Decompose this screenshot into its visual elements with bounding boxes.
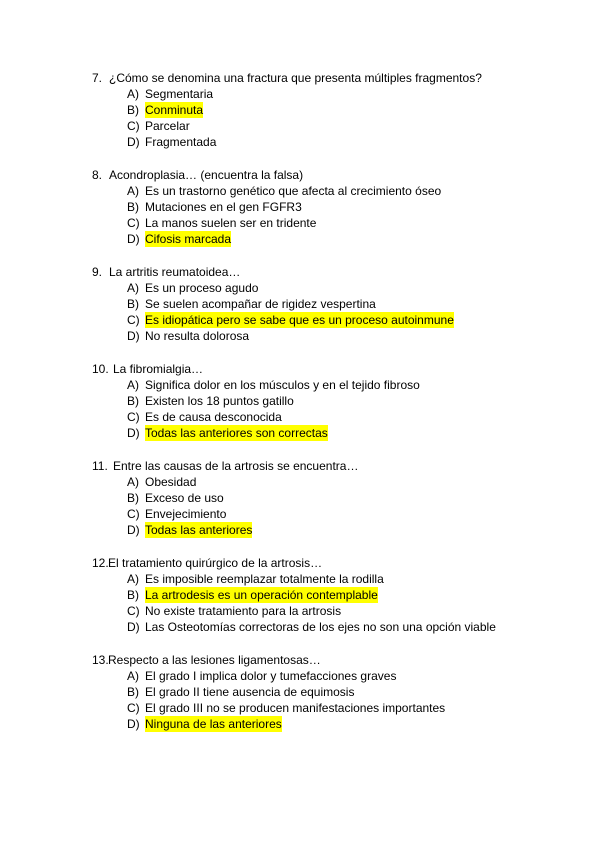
question-number: 8. bbox=[92, 168, 103, 182]
option-letter: A) bbox=[127, 281, 139, 295]
question-stem bbox=[92, 555, 592, 571]
option-letter: C) bbox=[127, 119, 140, 133]
option-c bbox=[92, 506, 592, 522]
option-list bbox=[92, 86, 592, 150]
option-text: Es de causa desconocida bbox=[145, 410, 282, 424]
option-text: Las Osteotomías correctoras de los ejes no son una opción viable bbox=[145, 620, 496, 634]
option-d bbox=[92, 522, 592, 538]
question-stem bbox=[92, 264, 592, 280]
option-text: Obesidad bbox=[145, 475, 197, 489]
option-text: Se suelen acompañar de rigidez vespertina bbox=[145, 297, 376, 311]
option-text: Es un trastorno genético que afecta al crecimiento óseo bbox=[145, 184, 442, 198]
option-text: El grado I implica dolor y tumefacciones graves bbox=[145, 669, 397, 683]
option-letter: B) bbox=[127, 200, 139, 214]
option-text: Exceso de uso bbox=[145, 491, 224, 505]
question-number: 9. bbox=[92, 265, 103, 279]
question-7 bbox=[92, 70, 592, 150]
option-text: No existe tratamiento para la artrosis bbox=[145, 604, 342, 618]
option-text: Es idiopática pero se sabe que es un proceso autoinmune bbox=[145, 313, 454, 327]
option-letter: B) bbox=[127, 685, 139, 699]
question-12 bbox=[92, 555, 592, 635]
option-text: Parcelar bbox=[145, 119, 190, 133]
option-b bbox=[92, 199, 592, 215]
question-number: 7. bbox=[92, 71, 103, 85]
question-text: Acondroplasia… (encuentra la falsa) bbox=[109, 168, 304, 182]
option-d bbox=[92, 134, 592, 150]
option-text: Existen los 18 puntos gatillo bbox=[145, 394, 294, 408]
question-stem bbox=[92, 70, 592, 86]
question-text: El tratamiento quirúrgico de la artrosis… bbox=[108, 556, 323, 570]
option-d bbox=[92, 425, 592, 441]
option-letter: C) bbox=[127, 313, 140, 327]
option-text: Todas las anteriores son correctas bbox=[145, 426, 328, 440]
option-text: Significa dolor en los músculos y en el tejido fibroso bbox=[145, 378, 420, 392]
option-text: Cifosis marcada bbox=[145, 232, 232, 246]
option-d bbox=[92, 231, 592, 247]
question-13 bbox=[92, 652, 592, 732]
option-letter: C) bbox=[127, 604, 140, 618]
option-c bbox=[92, 700, 592, 716]
question-text: Respecto a las lesiones ligamentosas… bbox=[108, 653, 321, 667]
question-text: La fibromialgia… bbox=[113, 362, 204, 376]
option-b bbox=[92, 684, 592, 700]
option-a bbox=[92, 474, 592, 490]
option-letter: A) bbox=[127, 87, 139, 101]
question-number: 11. bbox=[92, 459, 108, 473]
option-text: La manos suelen ser en tridente bbox=[145, 216, 317, 230]
option-letter: D) bbox=[127, 232, 140, 246]
option-text: La artrodesis es un operación contemplable bbox=[145, 588, 378, 602]
option-list bbox=[92, 474, 592, 538]
question-number: 12. bbox=[92, 556, 109, 570]
option-a bbox=[92, 571, 592, 587]
question-text: La artritis reumatoidea… bbox=[109, 265, 241, 279]
option-letter: B) bbox=[127, 394, 139, 408]
option-text: Segmentaria bbox=[145, 87, 214, 101]
option-letter: D) bbox=[127, 523, 140, 537]
option-c bbox=[92, 312, 592, 328]
question-stem bbox=[92, 458, 592, 474]
option-letter: A) bbox=[127, 572, 139, 586]
question-text: ¿Cómo se denomina una fractura que presenta múltiples fragmentos? bbox=[109, 71, 482, 85]
option-letter: D) bbox=[127, 717, 140, 731]
option-text: Todas las anteriores bbox=[145, 523, 253, 537]
option-a bbox=[92, 280, 592, 296]
question-number: 10. bbox=[92, 362, 109, 376]
option-a bbox=[92, 183, 592, 199]
option-letter: C) bbox=[127, 216, 140, 230]
option-a bbox=[92, 668, 592, 684]
option-b bbox=[92, 393, 592, 409]
question-stem bbox=[92, 652, 592, 668]
option-letter: B) bbox=[127, 588, 139, 602]
option-c bbox=[92, 409, 592, 425]
question-9 bbox=[92, 264, 592, 344]
option-text: El grado II tiene ausencia de equimosis bbox=[145, 685, 355, 699]
option-d bbox=[92, 328, 592, 344]
question-8 bbox=[92, 167, 592, 247]
option-list bbox=[92, 668, 592, 732]
question-stem bbox=[92, 361, 592, 377]
option-letter: C) bbox=[127, 701, 140, 715]
option-letter: A) bbox=[127, 378, 139, 392]
question-11 bbox=[92, 458, 592, 538]
option-letter: C) bbox=[127, 410, 140, 424]
question-10 bbox=[92, 361, 592, 441]
option-list bbox=[92, 571, 592, 635]
option-letter: A) bbox=[127, 669, 139, 683]
option-c bbox=[92, 215, 592, 231]
option-letter: A) bbox=[127, 475, 139, 489]
question-number: 13. bbox=[92, 653, 109, 667]
option-text: Mutaciones en el gen FGFR3 bbox=[145, 200, 302, 214]
option-list bbox=[92, 280, 592, 344]
option-letter: B) bbox=[127, 491, 139, 505]
option-text: Ninguna de las anteriores bbox=[145, 717, 282, 731]
option-text: Envejecimiento bbox=[145, 507, 227, 521]
option-c bbox=[92, 603, 592, 619]
option-a bbox=[92, 377, 592, 393]
option-text: Fragmentada bbox=[145, 135, 217, 149]
option-letter: C) bbox=[127, 507, 140, 521]
option-letter: A) bbox=[127, 184, 139, 198]
option-text: Es imposible reemplazar totalmente la rodilla bbox=[145, 572, 384, 586]
option-letter: B) bbox=[127, 297, 139, 311]
option-letter: D) bbox=[127, 135, 140, 149]
option-text: Es un proceso agudo bbox=[145, 281, 259, 295]
option-text: No resulta dolorosa bbox=[145, 329, 250, 343]
option-b bbox=[92, 490, 592, 506]
option-letter: B) bbox=[127, 103, 139, 117]
option-letter: D) bbox=[127, 426, 140, 440]
question-text: Entre las causas de la artrosis se encuentra… bbox=[113, 459, 359, 473]
option-b bbox=[92, 102, 592, 118]
quiz-list bbox=[92, 70, 592, 749]
option-c bbox=[92, 118, 592, 134]
question-stem bbox=[92, 167, 592, 183]
option-a bbox=[92, 86, 592, 102]
option-list bbox=[92, 183, 592, 247]
option-d bbox=[92, 716, 592, 732]
option-b bbox=[92, 296, 592, 312]
option-letter: D) bbox=[127, 620, 140, 634]
option-letter: D) bbox=[127, 329, 140, 343]
option-list bbox=[92, 377, 592, 441]
option-b bbox=[92, 587, 592, 603]
option-text: Conminuta bbox=[145, 103, 204, 117]
option-d bbox=[92, 619, 592, 635]
option-text: El grado III no se producen manifestaciones importantes bbox=[145, 701, 446, 715]
